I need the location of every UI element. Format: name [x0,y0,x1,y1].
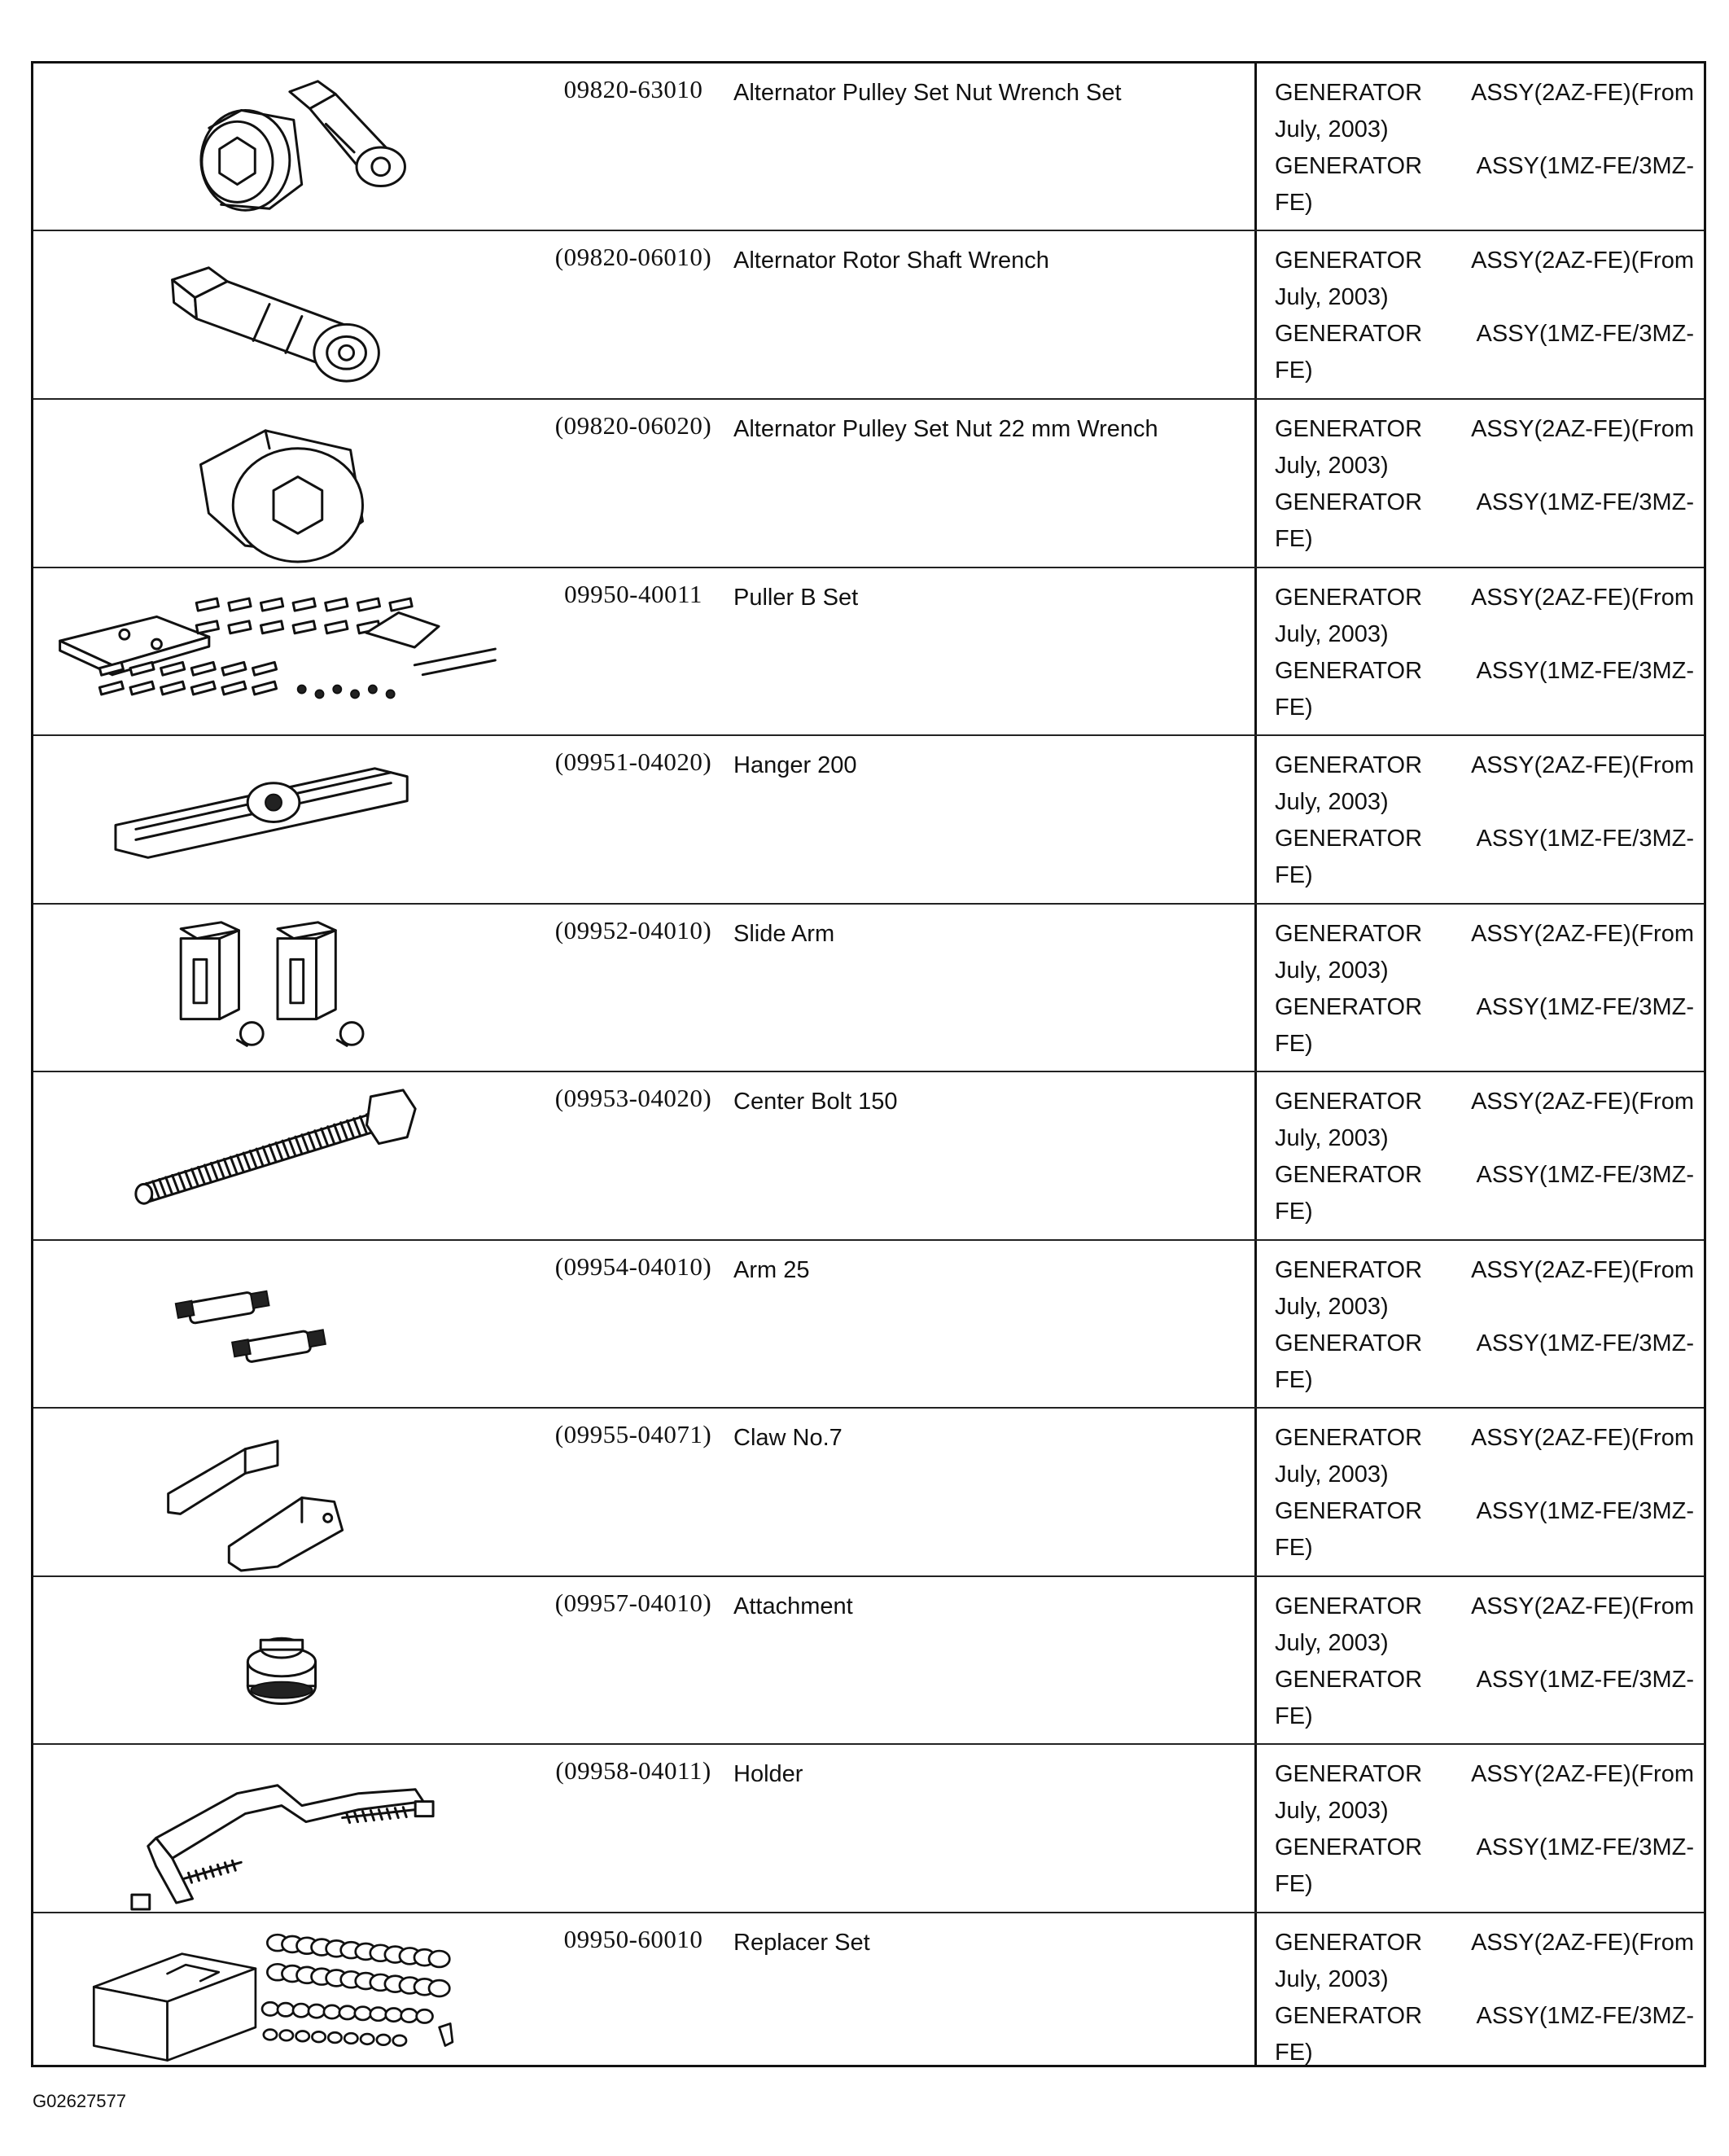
usage-text: ASSY(1MZ-FE/3MZ- [1476,994,1694,1020]
usage-text: FE) [1275,1367,1313,1393]
usage-line [1275,411,1694,448]
tool-name: Holder [733,1761,803,1787]
usage-text: GENERATOR [1275,80,1423,106]
part-number: (09820-06010) [554,243,712,271]
usage-line [1275,112,1694,148]
usage-text: ASSY(1MZ-FE/3MZ- [1476,153,1694,179]
part-number: (09953-04020) [554,1084,712,1112]
usage-line [1275,580,1694,616]
usage-text: ASSY(2AZ-FE)(From [1471,1930,1694,1956]
attachment-icon [33,1577,522,1743]
usage-cell [1275,1756,1694,1903]
tool-row [33,231,1704,400]
usage-text: GENERATOR [1275,1667,1423,1693]
usage-line [1275,857,1694,894]
usage-line [1275,1756,1694,1793]
usage-line [1275,521,1694,558]
usage-line [1275,1961,1694,1998]
usage-text: GENERATOR [1275,489,1423,515]
rotor-shaft-wrench-icon [33,231,522,398]
usage-line [1275,1589,1694,1625]
usage-text: GENERATOR [1275,1330,1423,1356]
usage-text: ASSY(1MZ-FE/3MZ- [1476,658,1694,684]
usage-text: GENERATOR [1275,826,1423,852]
usage-line [1275,1662,1694,1698]
hanger-icon [33,736,522,903]
usage-text: ASSY(1MZ-FE/3MZ- [1476,1162,1694,1188]
tool-name: Replacer Set [733,1930,870,1956]
usage-line [1275,1925,1694,1961]
usage-cell [1275,1589,1694,1735]
usage-line [1275,1793,1694,1830]
usage-text: July, 2003) [1275,1630,1389,1656]
usage-line [1275,616,1694,653]
usage-text: ASSY(1MZ-FE/3MZ- [1476,1330,1694,1356]
puller-b-set-icon [33,568,522,734]
tool-name: Alternator Pulley Set Nut Wrench Set [733,80,1122,106]
part-number: 09820-63010 [563,75,703,103]
usage-cell [1275,243,1694,389]
usage-line [1275,1530,1694,1567]
tool-name: Hanger 200 [733,752,857,778]
usage-text: ASSY(2AZ-FE)(From [1471,416,1694,442]
part-number: 09950-60010 [563,1925,703,1953]
usage-text: GENERATOR [1275,1089,1423,1115]
usage-line [1275,1084,1694,1120]
usage-line [1275,653,1694,690]
usage-text: July, 2003) [1275,1294,1389,1320]
usage-text: ASSY(1MZ-FE/3MZ- [1476,321,1694,347]
usage-text: July, 2003) [1275,621,1389,647]
usage-line [1275,1625,1694,1662]
usage-line [1275,448,1694,484]
usage-text: July, 2003) [1275,957,1389,984]
usage-text: GENERATOR [1275,752,1423,778]
usage-line [1275,1194,1694,1230]
usage-text: FE) [1275,1703,1313,1729]
usage-cell [1275,747,1694,894]
usage-text: July, 2003) [1275,284,1389,310]
usage-text: GENERATOR [1275,248,1423,274]
usage-text: ASSY(2AZ-FE)(From [1471,80,1694,106]
usage-line [1275,747,1694,784]
usage-line [1275,1866,1694,1903]
tool-name: Puller B Set [733,585,859,611]
arm-icon [33,1241,522,1407]
usage-line [1275,2035,1694,2071]
usage-text: FE) [1275,1871,1313,1897]
usage-text: FE) [1275,695,1313,721]
usage-line [1275,1289,1694,1326]
pulley-set-nut-22mm-wrench-icon [33,400,522,567]
figure-id: G02627577 [33,2091,126,2111]
claw-icon [33,1409,522,1575]
tool-name: Alternator Pulley Set Nut 22 mm Wrench [733,416,1158,442]
usage-text: GENERATOR [1275,1498,1423,1524]
tool-name: Center Bolt 150 [733,1089,898,1115]
usage-text: FE) [1275,190,1313,216]
pulley-set-nut-wrench-set-icon [33,64,522,230]
tool-row [33,736,1704,905]
usage-text: FE) [1275,526,1313,552]
usage-text: FE) [1275,1535,1313,1561]
usage-text: July, 2003) [1275,1798,1389,1824]
part-number: (09952-04010) [554,916,712,944]
usage-cell [1275,75,1694,221]
usage-line [1275,1698,1694,1735]
usage-line [1275,1457,1694,1493]
usage-text: GENERATOR [1275,1761,1423,1787]
usage-line [1275,1998,1694,2035]
usage-text: FE) [1275,1199,1313,1225]
usage-text: GENERATOR [1275,1162,1423,1188]
usage-line [1275,1252,1694,1289]
holder-icon [33,1745,522,1912]
usage-line [1275,1157,1694,1194]
usage-line [1275,1120,1694,1157]
usage-text: ASSY(2AZ-FE)(From [1471,1593,1694,1619]
usage-line [1275,1420,1694,1457]
replacer-set-icon [33,1913,522,2065]
usage-line [1275,989,1694,1026]
center-bolt-icon [33,1072,522,1239]
usage-text: July, 2003) [1275,116,1389,142]
tool-name: Attachment [733,1593,853,1619]
usage-text: FE) [1275,1031,1313,1057]
tool-name: Alternator Rotor Shaft Wrench [733,248,1049,274]
usage-text: GENERATOR [1275,153,1423,179]
usage-text: FE) [1275,2040,1313,2066]
usage-text: ASSY(1MZ-FE/3MZ- [1476,1667,1694,1693]
usage-line [1275,75,1694,112]
usage-text: GENERATOR [1275,994,1423,1020]
usage-line [1275,185,1694,221]
tool-row [33,905,1704,1072]
special-service-tools-table [31,61,1706,2067]
usage-line [1275,316,1694,353]
usage-text: FE) [1275,357,1313,383]
usage-text: July, 2003) [1275,1125,1389,1151]
usage-text: FE) [1275,862,1313,888]
usage-cell [1275,1084,1694,1230]
usage-line [1275,484,1694,521]
tool-row [33,64,1704,231]
usage-text: ASSY(2AZ-FE)(From [1471,1089,1694,1115]
tool-name: Slide Arm [733,921,835,947]
usage-text: ASSY(2AZ-FE)(From [1471,1425,1694,1451]
usage-text: ASSY(2AZ-FE)(From [1471,921,1694,947]
usage-text: GENERATOR [1275,1593,1423,1619]
tool-name: Arm 25 [733,1257,810,1283]
usage-cell [1275,1420,1694,1567]
usage-text: GENERATOR [1275,2003,1423,2029]
usage-cell [1275,411,1694,558]
usage-text: GENERATOR [1275,321,1423,347]
usage-text: ASSY(2AZ-FE)(From [1471,1761,1694,1787]
part-number: (09958-04011) [555,1756,711,1785]
tool-row [33,1072,1704,1241]
usage-line [1275,953,1694,989]
usage-text: ASSY(1MZ-FE/3MZ- [1476,489,1694,515]
part-number: (09820-06020) [554,411,712,440]
usage-text: ASSY(1MZ-FE/3MZ- [1476,826,1694,852]
usage-text: ASSY(1MZ-FE/3MZ- [1476,2003,1694,2029]
usage-text: ASSY(2AZ-FE)(From [1471,1257,1694,1283]
usage-line [1275,243,1694,279]
usage-line [1275,148,1694,185]
usage-text: GENERATOR [1275,658,1423,684]
usage-line [1275,1326,1694,1362]
usage-text: July, 2003) [1275,453,1389,479]
usage-text: ASSY(2AZ-FE)(From [1471,585,1694,611]
tool-row [33,568,1704,736]
usage-text: ASSY(2AZ-FE)(From [1471,752,1694,778]
tool-name: Claw No.7 [733,1425,843,1451]
usage-cell [1275,1925,1694,2071]
slide-arm-icon [33,905,522,1071]
tool-row [33,1241,1704,1409]
usage-text: GENERATOR [1275,1257,1423,1283]
part-number: (09957-04010) [554,1589,712,1617]
tool-row [33,1409,1704,1577]
usage-text: ASSY(2AZ-FE)(From [1471,248,1694,274]
usage-line [1275,279,1694,316]
usage-text: GENERATOR [1275,921,1423,947]
usage-cell [1275,1252,1694,1399]
usage-text: GENERATOR [1275,1425,1423,1451]
usage-line [1275,1493,1694,1530]
usage-cell [1275,916,1694,1063]
usage-text: GENERATOR [1275,1834,1423,1860]
usage-line [1275,821,1694,857]
usage-text: GENERATOR [1275,416,1423,442]
tool-row [33,400,1704,568]
tool-row [33,1745,1704,1913]
usage-text: July, 2003) [1275,789,1389,815]
part-number: 09950-40011 [564,580,703,608]
tool-row [33,1577,1704,1745]
usage-line [1275,1026,1694,1063]
usage-line [1275,353,1694,389]
usage-line [1275,690,1694,726]
part-number: (09951-04020) [554,747,712,776]
usage-line [1275,1830,1694,1866]
usage-cell [1275,580,1694,726]
part-number: (09955-04071) [554,1420,712,1448]
usage-line [1275,916,1694,953]
usage-line [1275,784,1694,821]
usage-text: July, 2003) [1275,1461,1389,1488]
usage-text: GENERATOR [1275,1930,1423,1956]
usage-text: July, 2003) [1275,1966,1389,1992]
usage-text: ASSY(1MZ-FE/3MZ- [1476,1498,1694,1524]
tool-row [33,1913,1704,2065]
usage-text: GENERATOR [1275,585,1423,611]
usage-line [1275,1362,1694,1399]
usage-text: ASSY(1MZ-FE/3MZ- [1476,1834,1694,1860]
part-number: (09954-04010) [554,1252,712,1281]
